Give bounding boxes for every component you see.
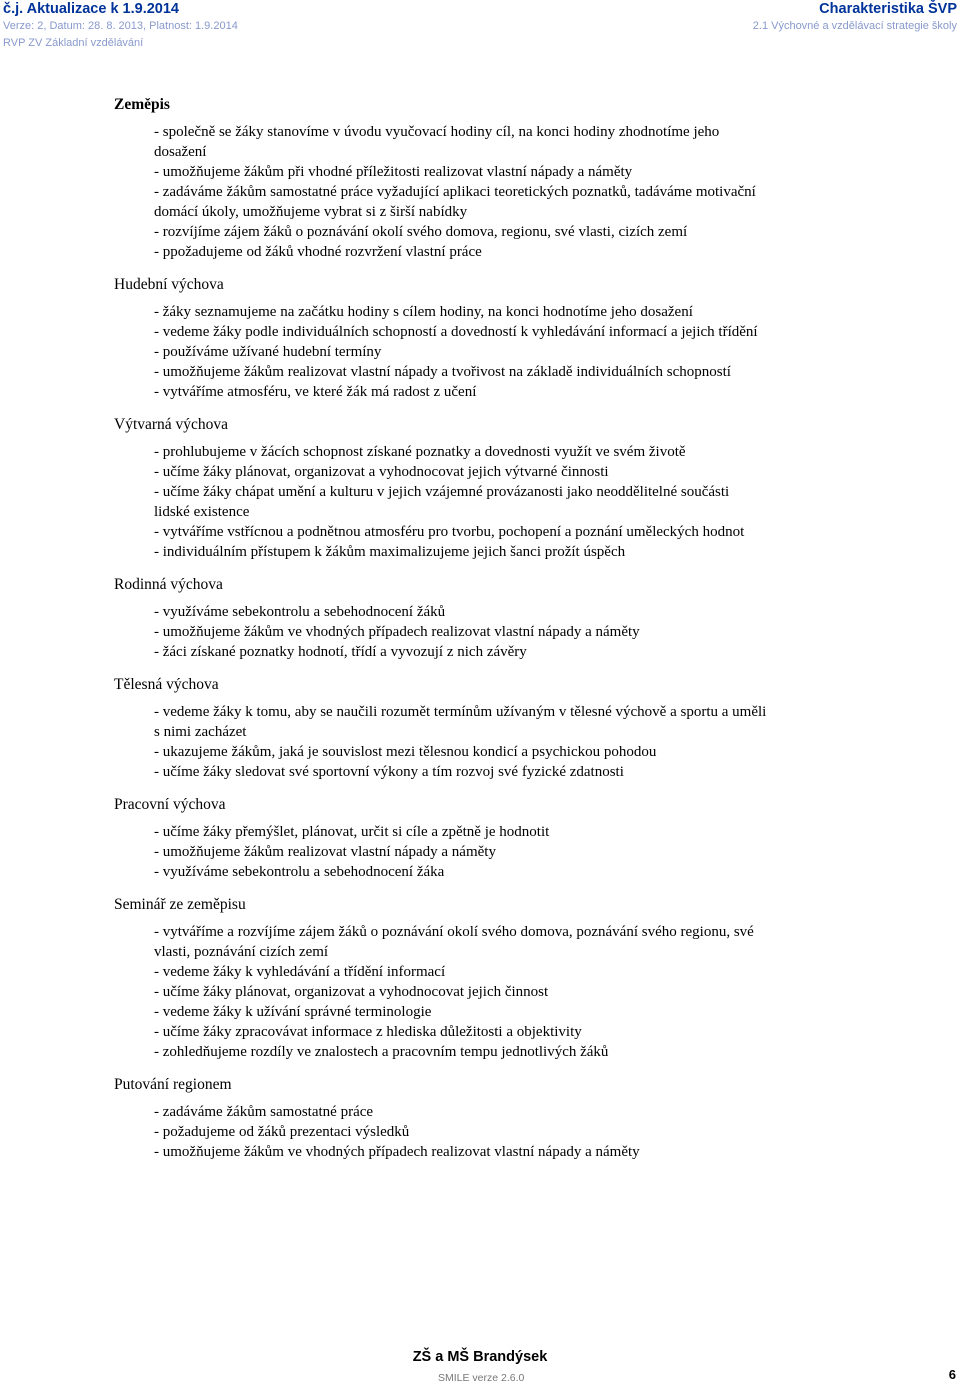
subject-section (114, 895, 874, 1062)
header-rvp: RVP ZV Základní vzdělávání (3, 37, 144, 49)
section-spacer (114, 882, 874, 895)
header-version-info: Verze: 2, Datum: 28. 8. 2013, Platnost: 1.9.2014 (3, 20, 238, 32)
strategy-line: - umožňujeme žákům při vhodné příležitosti realizovat vlastní nápady a náměty (154, 164, 633, 180)
subject-section (114, 415, 874, 562)
strategy-line: - umožňujeme žákům realizovat vlastní nápady a tvořivost na základě individuálních schopností (154, 364, 731, 380)
strategy-list (154, 602, 874, 662)
subject-section (114, 1075, 874, 1162)
subject-section (114, 575, 874, 662)
strategy-line: - ppožadujeme od žáků vhodné rozvržení vlastní práce (154, 244, 482, 260)
strategy-list (154, 442, 874, 562)
strategy-line: lidské existence (154, 504, 250, 520)
strategy-line: - vytváříme vstřícnou a podnětnou atmosféru pro tvorbu, pochopení a poznání uměleckých hodnot (154, 524, 745, 540)
strategy-line: vlasti, poznávání cizích zemí (154, 944, 329, 960)
strategy-line: - vedeme žáky k užívání správné terminologie (154, 1004, 432, 1020)
strategy-line: - rozvíjíme zájem žáků o poznávání okolí svého domova, regionu, své vlasti, cizích zemí (154, 224, 688, 240)
section-spacer (114, 1062, 874, 1075)
section-title: Seminář ze zeměpisu (114, 896, 246, 913)
subject-section (114, 675, 874, 782)
footer-software-version: SMILE verze 2.6.0 (438, 1372, 525, 1384)
strategy-line: - individuálním přístupem k žákům maximalizujeme jejich šanci prožít úspěch (154, 544, 626, 560)
strategy-line: - vedeme žáky k vyhledávání a třídění informací (154, 964, 446, 980)
strategy-list (154, 922, 874, 1062)
strategy-list (154, 1102, 874, 1162)
strategy-line: - vedeme žáky k tomu, aby se naučili rozumět termínům užívaným v tělesné výchově a sportu a uměli (154, 704, 767, 720)
strategy-line: - ukazujeme žákům, jaká je souvislost mezi tělesnou kondicí a psychickou pohodou (154, 744, 657, 760)
subject-section (114, 795, 874, 882)
strategy-list (154, 302, 874, 402)
strategy-line: - učíme žáky plánovat, organizovat a vyhodnocovat jejich činnost (154, 984, 549, 1000)
strategy-line: - prohlubujeme v žácích schopnost získané poznatky a dovednosti využít ve svém životě (154, 444, 686, 460)
section-title: Výtvarná výchova (114, 416, 229, 433)
subject-section (114, 95, 874, 262)
section-spacer (114, 782, 874, 795)
section-title: Hudební výchova (114, 276, 224, 293)
section-spacer (114, 562, 874, 575)
strategy-list (154, 122, 874, 262)
section-title: Rodinná výchova (114, 576, 223, 593)
strategy-line: - požadujeme od žáků prezentaci výsledků (154, 1124, 410, 1140)
strategy-line: - umožňujeme žákům realizovat vlastní nápady a náměty (154, 844, 496, 860)
strategy-line: - vytváříme atmosféru, ve které žák má radost z učení (154, 384, 477, 400)
strategy-line: domácí úkoly, umožňujeme vybrat si z širší nabídky (154, 204, 468, 220)
strategy-line: - žáci získané poznatky hodnotí, třídí a vyvozují z nich závěry (154, 644, 527, 660)
strategy-line: - vytváříme a rozvíjíme zájem žáků o poznávání okolí svého domova, poznávání svého regionu, své (154, 924, 754, 940)
section-spacer (114, 402, 874, 415)
footer-school-name: ZŠ a MŠ Brandýsek (412, 1349, 548, 1365)
section-spacer (114, 662, 874, 675)
strategy-line: - učíme žáky zpracovávat informace z hlediska důležitosti a objektivity (154, 1024, 582, 1040)
strategy-line: - učíme žáky sledovat své sportovní výkony a tím rozvoj své fyzické zdatnosti (154, 764, 624, 780)
strategy-line: - zadáváme žákům samostatné práce vyžadující aplikaci teoretických poznatků, tadáváme motivační (154, 184, 756, 200)
section-title: Zeměpis (114, 96, 170, 113)
header-document-id: č.j. Aktualizace k 1.9.2014 (3, 1, 179, 17)
section-title: Tělesná výchova (114, 676, 219, 693)
page-number: 6 (948, 1367, 956, 1382)
strategy-line: - učíme žáky přemýšlet, plánovat, určit si cíle a zpětně je hodnotit (154, 824, 550, 840)
strategy-line: - společně se žáky stanovíme v úvodu vyučovací hodiny cíl, na konci hodiny zhodnotíme jeho (154, 124, 720, 140)
strategy-line: - využíváme sebekontrolu a sebehodnocení žáků (154, 604, 446, 620)
strategy-line: - umožňujeme žákům ve vhodných případech realizovat vlastní nápady a náměty (154, 624, 640, 640)
section-spacer (114, 262, 874, 275)
strategy-line: - využíváme sebekontrolu a sebehodnocení žáka (154, 864, 445, 880)
section-title: Putování regionem (114, 1076, 232, 1093)
strategy-line: - vedeme žáky podle individuálních schopností a dovedností k vyhledávání informací a jejich třídění (154, 324, 758, 340)
strategy-line: - zadáváme žákům samostatné práce (154, 1104, 374, 1120)
strategy-line: dosažení (154, 144, 207, 160)
strategy-list (154, 822, 874, 882)
header-chapter-subtitle: 2.1 Výchovné a vzdělávací strategie školy (752, 20, 957, 32)
strategy-line: - používáme užívané hudební termíny (154, 344, 382, 360)
strategy-line: - umožňujeme žákům ve vhodných případech realizovat vlastní nápady a náměty (154, 1144, 640, 1160)
strategy-line: - žáky seznamujeme na začátku hodiny s cílem hodiny, na konci hodnotíme jeho dosažení (154, 304, 693, 320)
strategy-line: - učíme žáky chápat umění a kulturu v jejich vzájemné provázanosti jako neoddělitelné součásti (154, 484, 730, 500)
strategy-line: - zohledňujeme rozdíly ve znalostech a pracovním tempu jednotlivých žáků (154, 1044, 609, 1060)
header-chapter-title: Charakteristika ŠVP (819, 1, 957, 17)
strategy-line: s nimi zacházet (154, 724, 247, 740)
subject-section (114, 275, 874, 402)
strategy-list (154, 702, 874, 782)
section-title: Pracovní výchova (114, 796, 226, 813)
strategy-line: - učíme žáky plánovat, organizovat a vyhodnocovat jejich výtvarné činnosti (154, 464, 609, 480)
document-body (114, 95, 874, 1162)
